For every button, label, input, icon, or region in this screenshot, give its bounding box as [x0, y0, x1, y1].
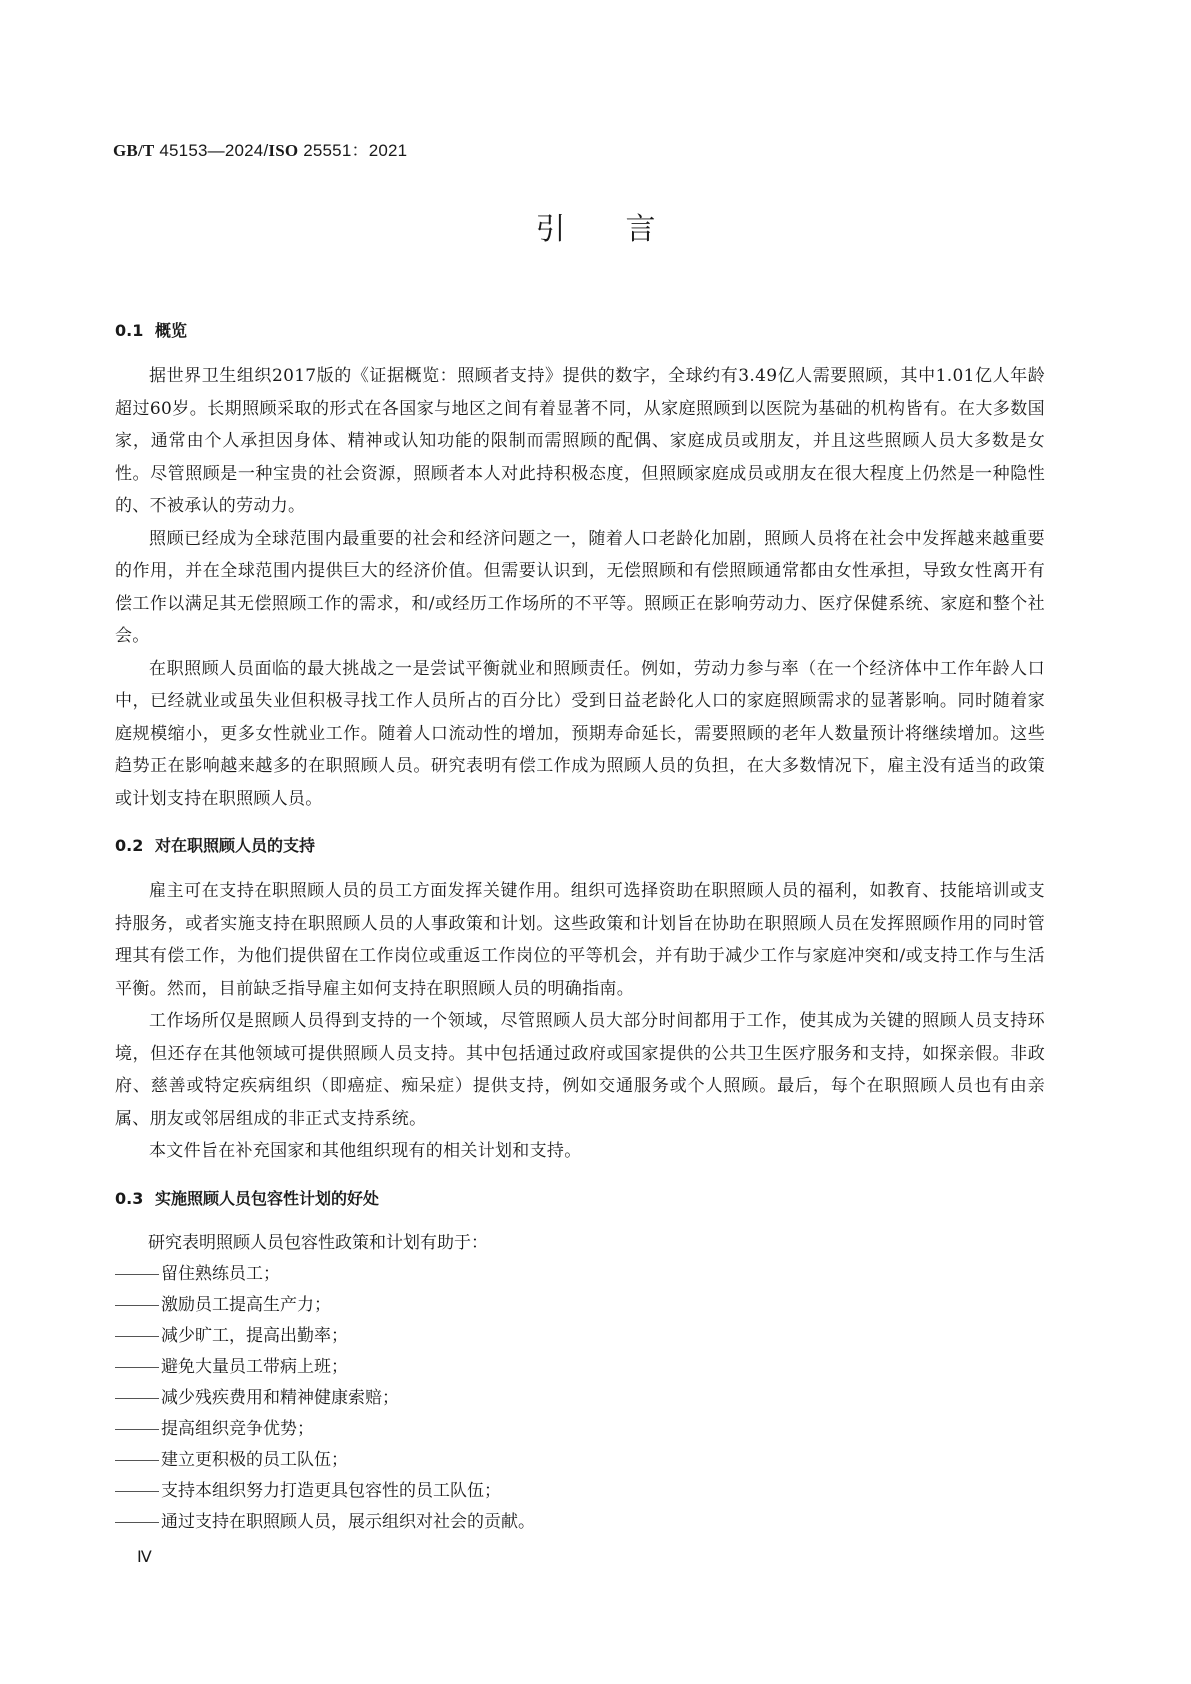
dash-bullet [115, 1522, 159, 1523]
section-heading-0-3: 0.3 实施照顾人员包容性计划的好处 [115, 1188, 380, 1208]
page-number: Ⅳ [137, 1549, 152, 1566]
paragraph: 照顾已经成为全球范围内最重要的社会和经济问题之一，随着人口老龄化加剧，照顾人员将在社会中发挥越来越重要的作用，并在全球范围内提供巨大的经济价值。但需要认识到，无偿照顾和有偿照顾通常都由女性承担，导致女性离开有偿工作以满足其无偿照顾工作的需求，和/或经历工作场所的不平等。照顾正在影响劳动力、医疗保健系统、家庭和整个社会。 [115, 528, 1045, 646]
page-title: 引言 [535, 212, 716, 247]
list-item: 通过支持在职照顾人员，展示组织对社会的贡献。 [115, 1507, 1045, 1538]
list-item: 激励员工提高生产力； [115, 1290, 1045, 1321]
list-item: 提高组织竞争优势； [115, 1414, 1045, 1445]
dash-bullet [115, 1336, 159, 1337]
dash-bullet [115, 1491, 159, 1492]
paragraph: 雇主可在支持在职照顾人员的员工方面发挥关键作用。组织可选择资助在职照顾人员的福利，如教育、技能培训或支持服务，或者实施支持在职照顾人员的人事政策和计划。这些政策和计划旨在协助在职照顾人员在发挥照顾作用的同时管理其有偿工作，为他们提供留在工作岗位或重返工作岗位的平等机会，并有助于减少工作与家庭冲突和/或支持工作与生活平衡。然而，目前缺乏指导雇主如何支持在职照顾人员的明确指南。 [115, 881, 1045, 999]
section-heading-0-1: 0.1 概览 [115, 321, 188, 340]
list-item: 减少残疾费用和精神健康索赔； [115, 1383, 1045, 1414]
benefits-list [115, 1259, 1045, 1538]
dash-bullet [115, 1398, 159, 1399]
list-intro: 研究表明照顾人员包容性政策和计划有助于： [148, 1232, 488, 1253]
paragraph: 据世界卫生组织2017版的《证据概览：照顾者支持》提供的数字，全球约有3.49亿人需要照顾，其中1.01亿人年龄超过60岁。长期照顾采取的形式在各国家与地区之间有着显著不同，从家庭照顾到以医院为基础的机构皆有。在大多数国家，通常由个人承担因身体、精神或认知功能的限制而需照顾的配偶、家庭成员或朋友，并且这些照顾人员大多数是女性。尽管照顾是一种宝贵的社会资源，照顾者本人对此持积极态度，但照顾家庭成员或朋友在很大程度上仍然是一种隐性的、不被承认的劳动力。 [115, 366, 1045, 516]
standard-code-header [113, 136, 407, 161]
dash-bullet [115, 1367, 159, 1368]
list-item: 支持本组织努力打造更具包容性的员工队伍； [115, 1476, 1045, 1507]
iso-prefix: ISO [268, 141, 299, 160]
list-item: 建立更积极的员工队伍； [115, 1445, 1045, 1476]
code-prefix: GB/T [113, 141, 155, 160]
list-item: 减少旷工，提高出勤率； [115, 1321, 1045, 1352]
dash-bullet [115, 1429, 159, 1430]
section-heading-0-2: 0.2 对在职照顾人员的支持 [115, 836, 316, 855]
list-item: 避免大量员工带病上班； [115, 1352, 1045, 1383]
dash-bullet [115, 1274, 159, 1275]
dash-bullet [115, 1460, 159, 1461]
document-body [115, 316, 1045, 1538]
list-item: 留住熟练员工； [115, 1259, 1045, 1290]
paragraph: 工作场所仅是照顾人员得到支持的一个领域，尽管照顾人员大部分时间都用于工作，使其成为关键的照顾人员支持环境，但还存在其他领域可提供照顾人员支持。其中包括通过政府或国家提供的公共卫生医疗服务和支持，如探亲假。非政府、慈善或特定疾病组织（即癌症、痴呆症）提供支持，例如交通服务或个人照顾。最后，每个在职照顾人员也有由亲属、朋友或邻居组成的非正式支持系统。 [115, 1011, 1045, 1129]
iso-number: 25551：2021 [298, 141, 408, 160]
paragraph: 在职照顾人员面临的最大挑战之一是尝试平衡就业和照顾责任。例如，劳动力参与率（在一个经济体中工作年龄人口中，已经就业或虽失业但积极寻找工作人员所占的百分比）受到日益老龄化人口的家庭照顾需求的显著影响。同时随着家庭规模缩小，更多女性就业工作。随着人口流动性的增加，预期寿命延长，需要照顾的老年人数量预计将继续增加。这些趋势正在影响越来越多的在职照顾人员。研究表明有偿工作成为照顾人员的负担，在大多数情况下，雇主没有适当的政策或计划支持在职照顾人员。 [115, 658, 1045, 809]
code-number: 45153—2024/ [154, 141, 269, 160]
paragraph: 本文件旨在补充国家和其他组织现有的相关计划和支持。 [149, 1141, 582, 1161]
dash-bullet [115, 1305, 159, 1306]
